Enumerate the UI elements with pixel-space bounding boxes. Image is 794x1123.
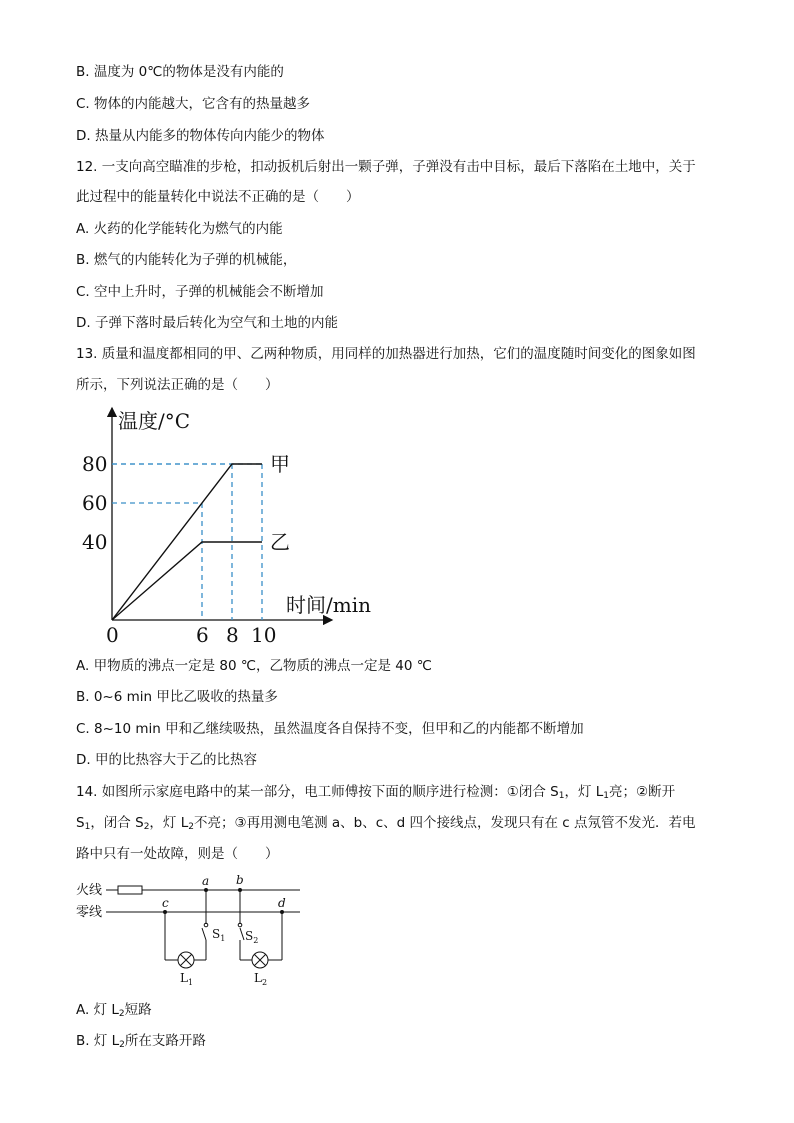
q13-stem-line1: 13. 质量和温度都相同的甲、乙两种物质，用同样的加热器进行加热，它们的温度随时间变化的图象如图 <box>76 346 696 362</box>
neutral-wire-label: 零线 <box>76 905 103 920</box>
label-s1: $S_1$ <box>212 927 226 943</box>
q13-option-b: B. 0~6 min 甲比乙吸收的热量多 <box>76 689 278 705</box>
origin-label: 0 <box>106 623 119 647</box>
node-a <box>204 888 208 892</box>
x-axis-title: 时间/min <box>286 593 371 617</box>
x-tick-label-1: 8 <box>226 623 239 647</box>
label-d: d <box>278 896 286 910</box>
q11-option-b: B. 温度为 0℃的物体是没有内能的 <box>76 64 284 80</box>
series-label-1: 乙 <box>270 530 290 554</box>
q12-option-c: C. 空中上升时，子弹的机械能会不断增加 <box>76 284 324 300</box>
q13-option-a: A. 甲物质的沸点一定是 80 ℃，乙物质的沸点一定是 40 ℃ <box>76 658 432 674</box>
fuse <box>118 886 142 894</box>
q11-option-c: C. 物体的内能越大，它含有的热量越多 <box>76 96 311 112</box>
q14-option-a: A. 灯 $L_2$短路 <box>76 1002 152 1019</box>
label-a: a <box>202 874 210 888</box>
x-tick-labels <box>196 623 276 647</box>
label-l2: $L_2$ <box>254 971 268 987</box>
node-c <box>163 910 167 914</box>
q14-stem-line2: $S_1$，闭合 $S_2$，灯 $L_2$不亮；③再用测电笔测 a、b、c、d 四个接线点，发现只有在 c 点氖管不发光．若电 <box>76 815 696 832</box>
label-c: c <box>162 896 169 910</box>
y-axis-title: 温度/°C <box>118 409 191 433</box>
lamp-l1-icon <box>178 952 194 968</box>
label-l1: $L_1$ <box>180 971 194 987</box>
x-tick-label-2: 10 <box>251 623 277 647</box>
series-labels <box>270 452 290 554</box>
x-tick-label-0: 6 <box>196 623 209 647</box>
temperature-time-chart <box>70 400 390 650</box>
q14-stem-line3: 路中只有一处故障，则是（ ） <box>76 846 279 862</box>
q12-option-b: B. 燃气的内能转化为子弹的机械能， <box>76 252 297 268</box>
series-line-1 <box>112 542 262 620</box>
label-s2: $S_2$ <box>245 929 259 945</box>
y-tick-label-0: 80 <box>82 452 108 476</box>
q13-stem-line2: 所示，下列说法正确的是（ ） <box>76 377 279 393</box>
household-circuit-diagram <box>70 872 310 992</box>
q13-option-c: C. 8~10 min 甲和乙继续吸热，虽然温度各自保持不变，但甲和乙的内能都不断增加 <box>76 721 584 737</box>
q12-stem-line1: 12. 一支向高空瞄准的步枪，扣动扳机后射出一颗子弹，子弹没有击中目标，最后下落陷在土地中，关于 <box>76 159 696 175</box>
node-b <box>238 888 242 892</box>
label-b: b <box>236 873 244 887</box>
q12-option-d: D. 子弹下落时最后转化为空气和土地的内能 <box>76 315 338 331</box>
series-lines <box>112 464 262 620</box>
y-tick-label-1: 60 <box>82 491 108 515</box>
q13-option-d: D. 甲的比热容大于乙的比热容 <box>76 752 257 768</box>
series-label-0: 甲 <box>270 452 290 476</box>
live-wire-label: 火线 <box>76 883 103 898</box>
y-tick-labels <box>82 452 107 554</box>
q11-option-d: D. 热量从内能多的物体传向内能少的物体 <box>76 128 325 144</box>
q12-option-a: A. 火药的化学能转化为燃气的内能 <box>76 221 283 237</box>
node-d <box>280 910 284 914</box>
y-tick-label-2: 40 <box>82 530 108 554</box>
q14-option-b: B. 灯 $L_2$所在支路开路 <box>76 1033 206 1050</box>
lamp-l2-icon <box>252 952 268 968</box>
q12-stem-line2: 此过程中的能量转化中说法不正确的是（ ） <box>76 189 360 205</box>
q14-stem-line1: 14. 如图所示家庭电路中的某一部分，电工师傅按下面的顺序进行检测：①闭合 $S_1$，灯 $L_1$亮；②断开 <box>76 784 676 801</box>
